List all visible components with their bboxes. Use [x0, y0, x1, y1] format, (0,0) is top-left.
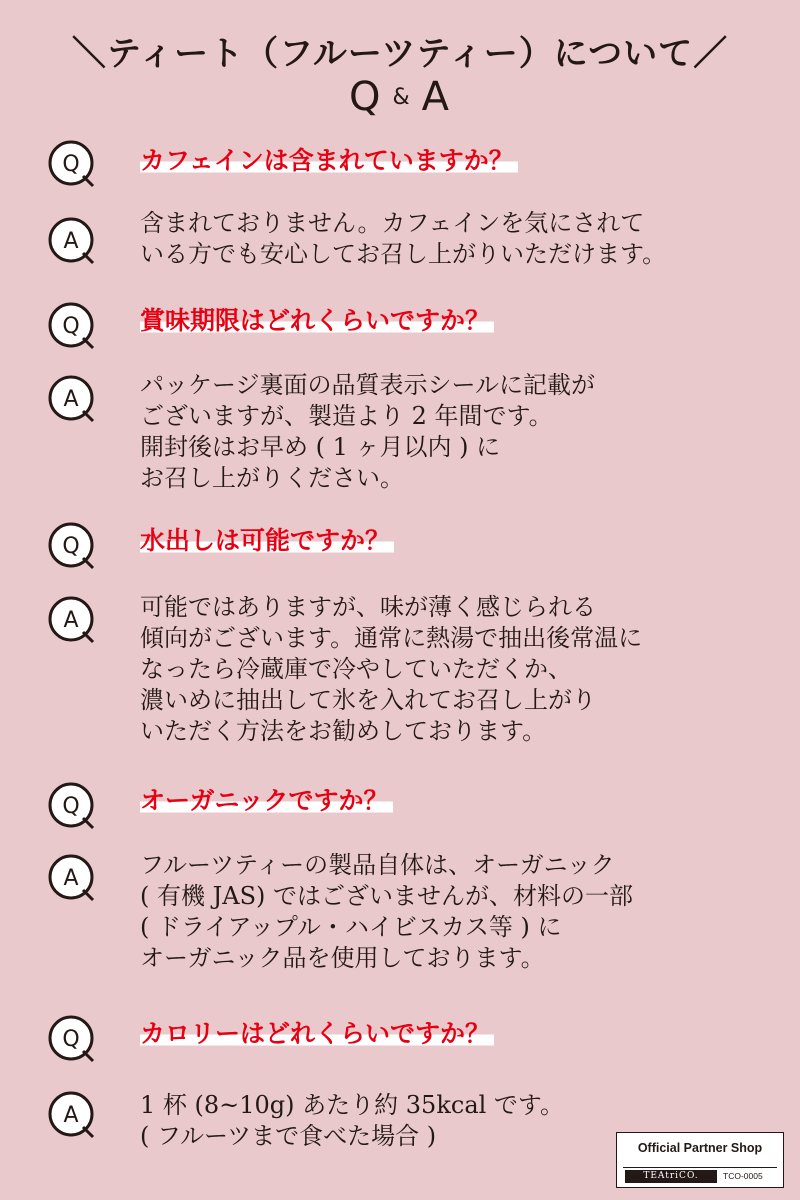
faq-answer: [140, 850, 633, 974]
official-partner-badge: [616, 1132, 784, 1188]
svg-text:A: A: [63, 1103, 79, 1128]
answer-line: フルーツティーの製品自体は、オーガニック: [140, 851, 615, 879]
answer-line: 傾向がございます。通常に熱湯で抽出後常温に: [140, 624, 643, 652]
faq-answer: [140, 370, 595, 494]
svg-text:Q: Q: [62, 794, 80, 819]
faq-question: オーガニックですか？: [140, 786, 393, 816]
answer-line: ( 有機 JAS) ではございませんが、材料の一部: [140, 882, 634, 910]
answer-line: 含まれておりません。カフェインを気にされて: [140, 209, 645, 237]
partner-code: TCO-0005: [723, 1171, 763, 1181]
qa-heading-amp: &: [392, 85, 412, 110]
question-badge-icon: [46, 300, 96, 350]
answer-badge-icon: [46, 1089, 96, 1139]
answer-line: ( ドライアップル・ハイビスカス等 ) に: [140, 913, 562, 941]
answer-line: 濃いめに抽出して氷を入れてお召し上がり: [140, 686, 596, 714]
faq-answer: [140, 592, 642, 747]
answer-line: 可能ではありますが、味が薄く感じられる: [140, 593, 596, 621]
svg-text:A: A: [63, 866, 79, 891]
faq-question: カロリーはどれくらいですか？: [140, 1019, 494, 1049]
svg-text:A: A: [63, 229, 79, 254]
answer-line: 開封後はお早め ( 1 ヶ月以内 ) に: [140, 433, 501, 461]
partner-badge-title: Official Partner Shop: [637, 1141, 763, 1155]
question-badge-icon: [46, 520, 96, 570]
answer-badge-icon: [46, 215, 96, 265]
answer-line: ございますが、製造より 2 年間です。: [140, 402, 553, 430]
question-badge-icon: [46, 138, 96, 188]
svg-text:Q: Q: [62, 534, 80, 559]
answer-badge-icon: [46, 594, 96, 644]
answer-line: いただく方法をお勧めしております。: [140, 717, 547, 745]
faq-answer: [140, 1090, 564, 1152]
answer-line: お召し上がりください。: [140, 464, 404, 492]
question-badge-icon: [46, 1013, 96, 1063]
qa-heading: [0, 74, 800, 120]
faq-question: 賞味期限はどれくらいですか？: [140, 306, 494, 336]
svg-text:A: A: [63, 387, 79, 412]
svg-text:Q: Q: [62, 152, 80, 177]
answer-badge-icon: [46, 852, 96, 902]
answer-line: ( フルーツまで食べた場合 ): [140, 1122, 437, 1150]
answer-line: 1 杯 (8~10g) あたり約 35kcal です。: [140, 1091, 565, 1119]
svg-text:Q: Q: [62, 1027, 80, 1052]
qa-heading-a: A: [421, 74, 451, 120]
answer-line: なったら冷蔵庫で冷やしていただくか、: [140, 655, 572, 683]
svg-text:Q: Q: [62, 314, 80, 339]
faq-answer: [140, 208, 666, 270]
answer-badge-icon: [46, 373, 96, 423]
faq-question: 水出しは可能ですか？: [140, 526, 394, 556]
answer-line: パッケージ裏面の品質表示シールに記載が: [140, 371, 596, 399]
page-title: ＼ティート（フルーツティー）について／: [71, 34, 729, 74]
answer-line: いる方でも安心してお召し上がりいただけます。: [140, 240, 667, 268]
partner-brand-logo: TEAtriCO.: [625, 1170, 717, 1183]
faq-question: カフェインは含まれていますか？: [140, 146, 518, 176]
qa-heading-q: Q: [348, 74, 383, 120]
answer-line: オーガニック品を使用しております。: [140, 944, 545, 972]
question-badge-icon: [46, 780, 96, 830]
svg-text:A: A: [63, 608, 79, 633]
